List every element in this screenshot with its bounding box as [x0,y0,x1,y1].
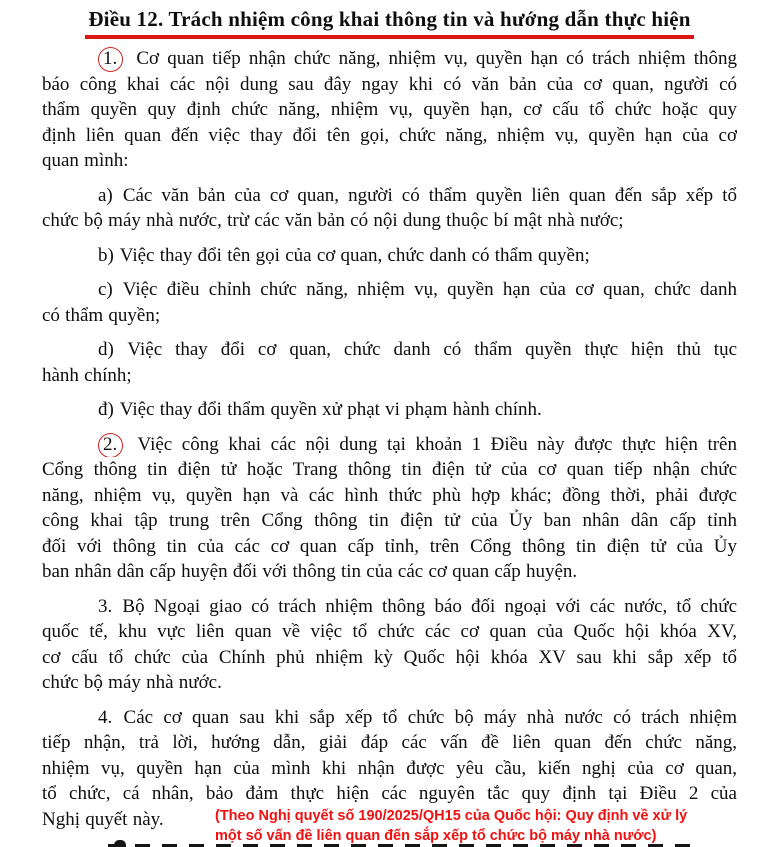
red-circle-annotation: 2. [98,433,123,458]
text-line: tiếp nhận, trả lời, hướng dẫn, giải đáp các vấn đề liên quan đến chức năng, [42,732,737,753]
line-text: Việc điều chỉnh chức năng, nhiệm vụ, quyền hạn của cơ quan, chức danh [122,279,737,300]
line-text: Các văn bản của cơ quan, người có thẩm quyền liên quan đến sắp xếp tổ [122,184,737,206]
text-line [42,705,737,731]
text-line: thẩm quyền quy định chức năng, nhiệm vụ, quyền hạn, cơ cấu tổ chức hoặc quy [42,99,737,120]
text-line [42,337,737,363]
article-body [42,46,737,832]
annotation-note [215,806,705,846]
line-text: Cơ quan tiếp nhận chức năng, nhiệm vụ, quyền hạn có trách nhiệm thông [136,48,737,69]
text-line [42,277,737,303]
text-line [42,243,737,269]
text-line: quan mình: [42,150,129,171]
text-line: cơ cấu tổ chức của Chính phủ nhiệm kỳ Quốc hội khóa XV sau khi sắp xếp tổ [42,646,737,668]
list-marker: d) [98,339,114,360]
text-line: nhiệm vụ, quyền hạn của mình khi nhận được yêu cầu, kiến nghị của cơ quan, [42,757,737,779]
line-text: Việc công khai các nội dung tại khoản 1 Điều này được thực hiện trên [137,433,737,455]
list-marker: 4. [98,706,113,728]
text-line: chức bộ máy nhà nước, trừ các văn bản có nội dung thuộc bí mật nhà nước; [42,210,624,231]
annotation-line-2: một số vấn đề liên quan đến sắp xếp tổ chức bộ máy nhà nước) [215,828,657,844]
paragraph-3 [42,594,737,696]
paragraph-a [42,183,737,234]
article-title-row [42,6,737,39]
text-line [42,46,737,72]
text-line: tổ chức, cá nhân, bảo đảm thực hiện các nguyên tắc quy định tại Điều 2 của [42,783,737,804]
list-marker: c) [98,279,113,300]
text-line: hành chính; [42,364,132,386]
line-text: Việc thay đổi cơ quan, chức danh có thẩm quyền thực hiện thủ tục [127,339,737,360]
paragraph-1 [42,46,737,174]
text-line: chức bộ máy nhà nước. [42,672,222,693]
annotation-line-1: (Theo Nghị quyết số 190/2025/QH15 của Quốc hội: Quy định về xử lý [215,808,688,824]
list-marker: a) [98,184,113,206]
text-line: Nghị quyết này. [42,808,164,830]
line-text: Việc thay đổi thẩm quyền xử phạt vi phạm hành chính. [119,399,542,420]
list-marker: đ) [98,399,114,420]
text-line: ban nhân dân cấp huyện đối với thông tin của các cơ quan cấp huyện. [42,561,578,582]
list-marker: 3. [98,595,113,617]
text-line [42,397,737,423]
article-title: Điều 12. Trách nhiệm công khai thông tin và hướng dẫn thực hiện [85,6,693,39]
paragraph-d [42,337,737,388]
text-line: báo công khai các nội dung sau đây ngay khi có văn bản của cơ quan, người có [42,73,737,95]
line-text: Các cơ quan sau khi sắp xếp tổ chức bộ máy nhà nước có trách nhiệm [123,706,737,728]
text-line: có thẩm quyền; [42,304,161,326]
paragraph-dd [42,397,737,423]
line-text: Bộ Ngoại giao có trách nhiệm thông báo đối ngoại với các nước, tổ chức [122,595,737,617]
paragraph-b [42,243,737,269]
text-line: đối với thông tin của các cơ quan cấp tỉnh, trên Cổng thông tin điện tử của Ủy [42,535,737,557]
text-line: năng, nhiệm vụ, quyền hạn và các hình thức phù hợp khác; đồng thời, phải được [42,484,737,506]
paragraph-c [42,277,737,328]
text-line [42,183,737,209]
text-line: quốc tế, khu vực liên quan về việc tổ chức các cơ quan của Quốc hội khóa XV, [42,621,737,642]
line-text: Việc thay đổi tên gọi của cơ quan, chức danh có thẩm quyền; [119,244,590,266]
text-line: Cổng thông tin điện tử hoặc Trang thông tin điện tử của cơ quan tiếp nhận chức [42,459,737,480]
text-line [42,594,737,620]
list-marker: b) [98,244,114,266]
text-line [42,432,737,458]
text-line: định liên quan đến việc thay đổi tên gọi, chức năng, nhiệm vụ, quyền hạn của cơ [42,124,737,146]
red-circle-annotation: 1. [98,47,123,72]
paragraph-2 [42,432,737,585]
text-line: công khai tập trung trên Cổng thông tin điện tử của Ủy ban nhân dân cấp tỉnh [42,510,737,531]
